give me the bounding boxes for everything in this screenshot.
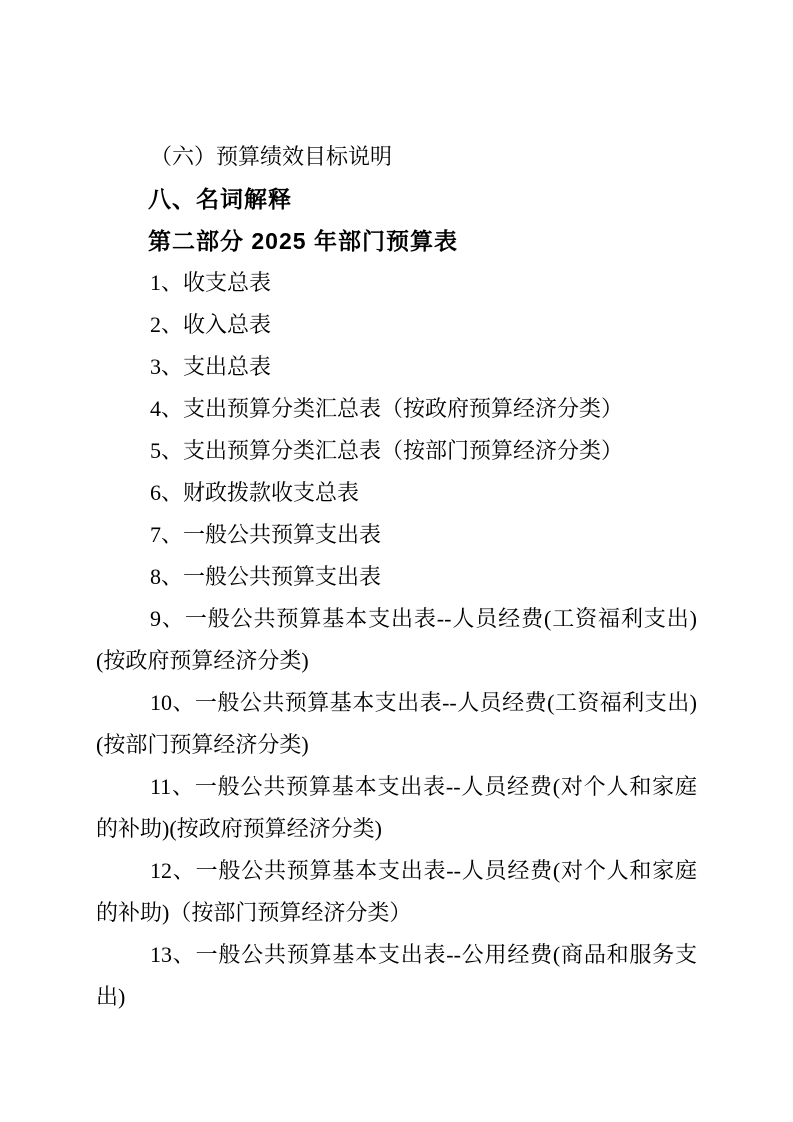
toc-item-4: 4、支出预算分类汇总表（按政府预算经济分类） — [150, 396, 624, 421]
document-content — [96, 136, 697, 1018]
toc-note-performance-targets: （六）预算绩效目标说明 — [150, 144, 393, 169]
toc-item-3: 3、支出总表 — [150, 354, 272, 379]
toc-item-7: 7、一般公共预算支出表 — [150, 522, 382, 547]
heading-part2-budget-tables: 第二部分 2025 年部门预算表 — [148, 228, 458, 254]
toc-item-10: 10、一般公共预算基本支出表--人员经费(工资福利支出)(按部门预算经济分类) — [96, 690, 697, 757]
toc-item-6: 6、财政拨款收支总表 — [150, 480, 360, 505]
toc-item-1: 1、收支总表 — [150, 270, 272, 295]
toc-item-9: 9、一般公共预算基本支出表--人员经费(工资福利支出)(按政府预算经济分类) — [96, 606, 697, 673]
toc-item-5: 5、支出预算分类汇总表（按部门预算经济分类） — [150, 438, 624, 463]
toc-item-8: 8、一般公共预算支出表 — [150, 564, 382, 589]
heading-glossary: 八、名词解释 — [148, 186, 292, 212]
toc-item-12: 12、一般公共预算基本支出表--人员经费(对个人和家庭的补助)（按部门预算经济分类） — [96, 858, 697, 925]
toc-item-2: 2、收入总表 — [150, 312, 272, 337]
toc-item-13: 13、一般公共预算基本支出表--公用经费(商品和服务支出) — [96, 942, 697, 1009]
toc-item-11: 11、一般公共预算基本支出表--人员经费(对个人和家庭的补助)(按政府预算经济分类) — [96, 774, 697, 841]
